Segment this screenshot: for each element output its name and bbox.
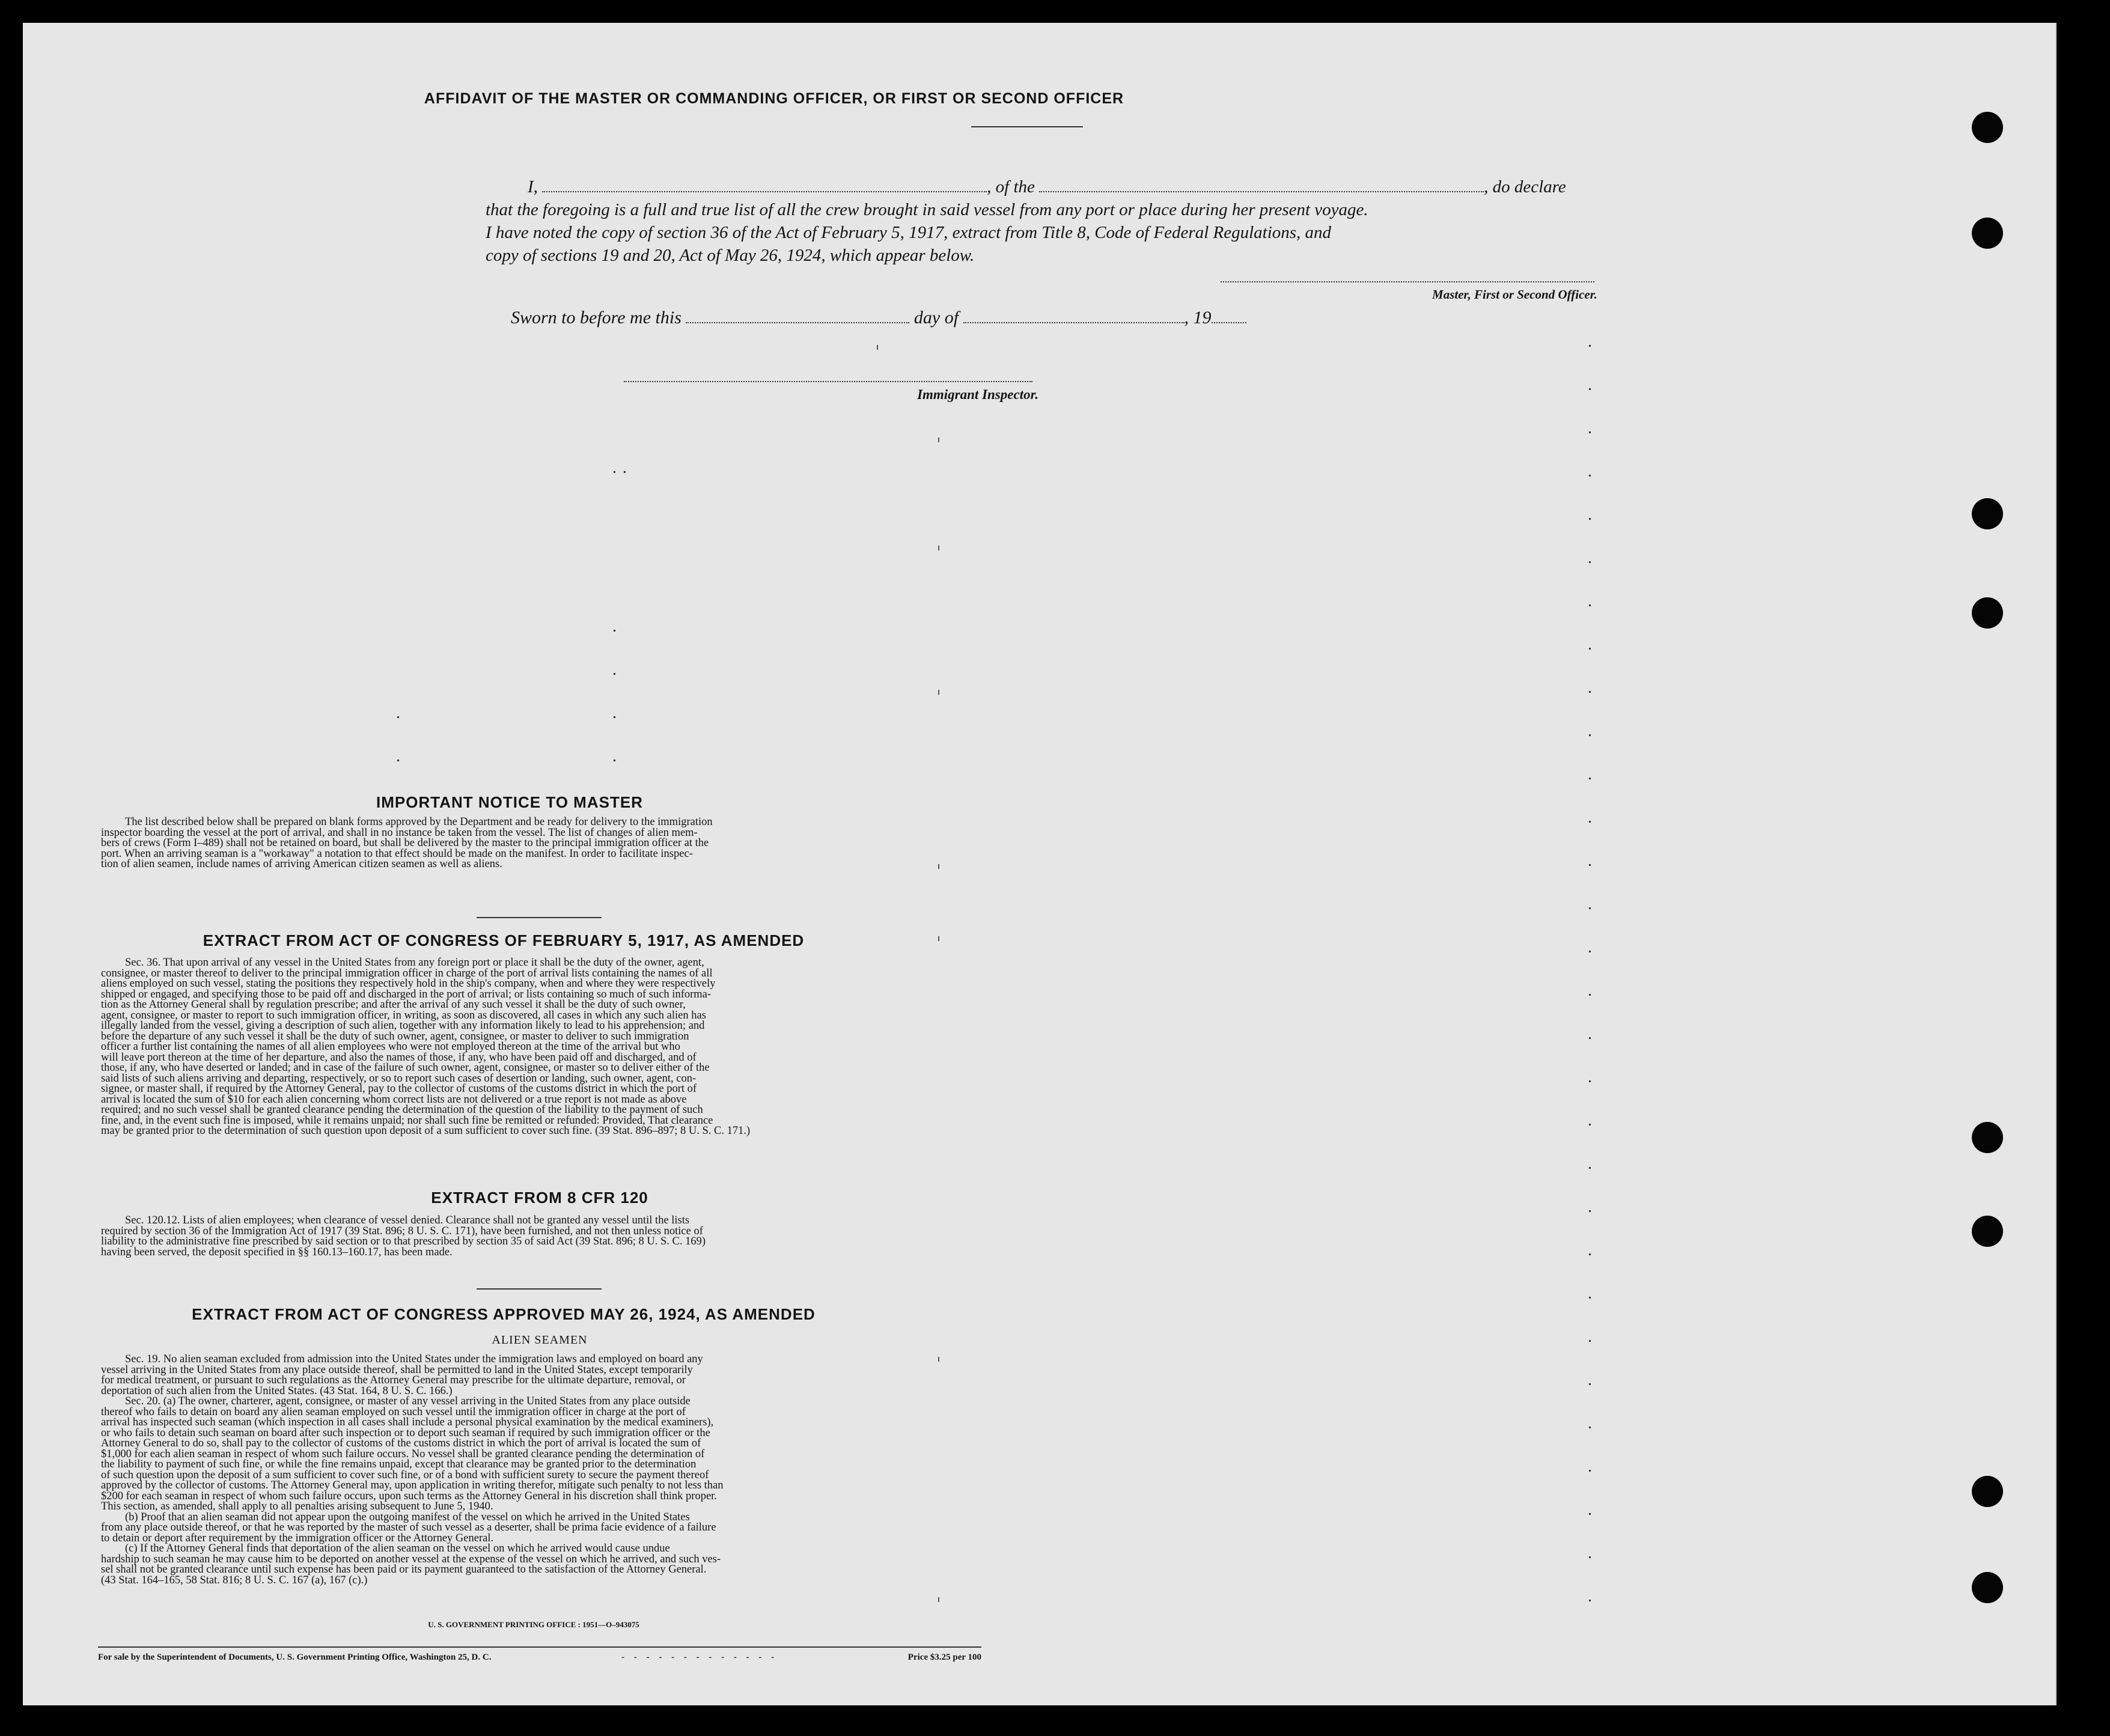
sale-notice: For sale by the Superintendent of Documents, U. S. Government Printing Office, Washington 25, D. C. bbox=[98, 1652, 492, 1662]
declaration-line-1 bbox=[486, 175, 1621, 198]
cfr-line: Sec. 120.12. Lists of alien employees; when clearance of vessel denied. Clearance shall not be granted any vessel until the lists bbox=[125, 1214, 690, 1226]
printer-imprint: U. S. GOVERNMENT PRINTING OFFICE : 1951—O–943075 bbox=[428, 1620, 639, 1629]
inspector-caption: Immigrant Inspector. bbox=[917, 387, 1038, 402]
binder-hole bbox=[1972, 1476, 2003, 1507]
extract-1924-line: to detain or deport after requirement by the immigration officer or the Attorney General. bbox=[101, 1532, 494, 1544]
binder-hole bbox=[1972, 1216, 2003, 1247]
extract-1924-line: or who fails to detain such seaman on board after such inspection or to deport such seaman if required by such immigration officer or the bbox=[101, 1427, 710, 1439]
extract-1924-line: deportation of such alien from the United States. (43 Stat. 164, 8 U. S. C. 166.) bbox=[101, 1384, 453, 1397]
extract-1924-line: Attorney General to do so, shall pay to the collector of customs of the customs district in which the port of arrival is located the sum of bbox=[101, 1437, 701, 1449]
declarant-name-field[interactable] bbox=[542, 179, 987, 192]
notice-line: The list described below shall be prepared on blank forms approved by the Department and be ready for delivery to the immigration bbox=[125, 816, 713, 828]
extract-1917-line: signee, or master shall, if required by the Attorney General, pay to the collector of customs of the customs district in which the port of bbox=[101, 1083, 697, 1095]
notice-title: IMPORTANT NOTICE TO MASTER bbox=[376, 793, 643, 811]
notice-line: inspector boarding the vessel at the port of arrival, and shall in no instance be taken from the vessel. The list of changes of alien mem- bbox=[101, 826, 698, 839]
inspector-signature-field[interactable] bbox=[624, 381, 1032, 382]
binder-hole bbox=[1972, 112, 2003, 143]
title-rule bbox=[971, 126, 1083, 127]
sworn-day-field[interactable] bbox=[686, 310, 909, 323]
binder-hole bbox=[1972, 1122, 2003, 1153]
section-rule bbox=[477, 917, 602, 918]
price-notice: Price $3.25 per 100 bbox=[907, 1652, 981, 1662]
cfr-line: required by section 36 of the Immigration Act of 1917 (39 Stat. 896; 8 U. S. C. 171), have been furnished, and not then unless notice of bbox=[101, 1225, 703, 1237]
sworn-prefix: Sworn to before me this bbox=[511, 308, 681, 327]
binder-hole bbox=[1972, 218, 2003, 249]
day-of-label: day of bbox=[913, 308, 959, 327]
vessel-name-field[interactable] bbox=[1039, 179, 1484, 192]
footer-dashes: - - - - - - - - - - - - - bbox=[621, 1652, 778, 1662]
extract-1924-line: of such question upon the deposit of a sum sufficient to cover such fine, or of a bond with sufficient surety to secure the payment thereof bbox=[101, 1469, 709, 1481]
cfr-line: having been served, the deposit specified in §§ 160.13–160.17, has been made. bbox=[101, 1246, 453, 1258]
extract-1917-line: illegally landed from the vessel, giving a description of such alien, together with any information likely to lead to his apprehension; and bbox=[101, 1020, 705, 1032]
cfr-text bbox=[101, 1216, 990, 1258]
extract-1917-line: required; and no such vessel shall be granted clearance pending the determination of the question of the liability to the payment of such bbox=[101, 1104, 703, 1116]
extract-1917-line: fine, and, in the event such fine is imposed, while it remains unpaid; nor shall such fine be remitted or refunded: Provided, That clearance bbox=[101, 1114, 713, 1127]
extract-1917-line: officer a further list containing the names of all alien employees who were not employed thereon at the time of the arrival but who bbox=[101, 1041, 680, 1053]
extract-1924-line: hardship to such seaman he may cause him to be deported on another vessel at the expense of the vessel on which he arrived, and such ves- bbox=[101, 1553, 721, 1565]
extract-1917-line: shipped or engaged, and specifying those to be paid off and discharged in the port of arrival; or lists containing so much of such informa- bbox=[101, 988, 712, 1000]
do-declare-label: , do declare bbox=[1484, 177, 1566, 196]
extract-1917-text bbox=[101, 958, 990, 1137]
of-the-label: , of the bbox=[987, 177, 1035, 196]
extract-1924-line: for medical treatment, or pursuant to such regulations as the Attorney General may prescribe for the ultimate departure, removal, or bbox=[101, 1374, 686, 1386]
extract-1917-line: those, if any, who have deserted or landed; and in case of the failure of such owner, agent, consignee, or master so to deliver either of the bbox=[101, 1062, 710, 1074]
master-signature-field[interactable] bbox=[1221, 281, 1594, 282]
sworn-line bbox=[511, 308, 1246, 328]
cfr-line: liability to the administrative fine prescribed by said section or to that prescribed by section 35 of said Act (39 Stat. 896; 8 U. S. C. 169) bbox=[101, 1235, 706, 1247]
extract-1924-line: from any place outside thereof, or that he was reported by the master of such vessel as a deserter, shall be prima facie evidence of a failure bbox=[101, 1521, 716, 1533]
declaration-line-3: I have noted the copy of section 36 of the Act of February 5, 1917, extract from Title 8, Code of Federal Regulations, and bbox=[486, 223, 1332, 242]
footer-rule bbox=[98, 1646, 981, 1648]
extract-1924-line: $200 for each seaman in respect of whom such failure occurs, upon such terms as the Attorney General in his discretion shall think proper. bbox=[101, 1490, 717, 1502]
extract-1917-line: consignee, or master thereof to deliver to the principal immigration officer in charge of the port of arrival lists containing the names of all bbox=[101, 967, 713, 979]
extract-1924-line: (b) Proof that an alien seaman did not appear upon the outgoing manifest of the vessel on which he arrived in the United States bbox=[125, 1511, 690, 1523]
extract-1924-line: This section, as amended, shall apply to all penalties arising subsequent to June 5, 1940. bbox=[101, 1500, 493, 1512]
extract-1917-line: will leave port thereon at the time of her departure, and also the names of those, if any, who have been paid off and discharged, and of bbox=[101, 1051, 697, 1064]
extract-1917-line: may be granted prior to the determination of such question upon deposit of a sum sufficient to cover such fine. (39 Stat. 896–897; 8 U. S. C. 171.) bbox=[101, 1125, 751, 1137]
extract-1917-line: agent, consignee, or master to report to such immigration officer, in writing, as soon as discovered, all cases in which any such alien has bbox=[101, 1009, 706, 1022]
extract-1924-line: arrival has inspected such seaman (which inspection in all cases shall include a personal physical examination by the medical examiners), bbox=[101, 1416, 714, 1428]
declaration-block bbox=[486, 175, 1621, 267]
extract-1917-line: said lists of such aliens arriving and departing, respectively, or so to report such cases of desertion or landing, such owner, agent, con- bbox=[101, 1072, 697, 1085]
extract-1924-line: vessel arriving in the United States from any place outside thereof, shall be permitted to land in the United States, except temporarily bbox=[101, 1363, 693, 1376]
extract-1917-line: tion as the Attorney General shall by regulation prescribe; and after the arrival of any such vessel it shall be the duty of such owner, bbox=[101, 999, 686, 1011]
extract-1924-subtitle: ALIEN SEAMEN bbox=[492, 1333, 588, 1347]
binder-hole bbox=[1972, 1572, 2003, 1603]
section-rule bbox=[477, 1288, 602, 1290]
notice-line: port. When an arriving seaman is a "workaway" a notation to that effect should be made on the manifest. In order to facilitate inspec- bbox=[101, 847, 693, 860]
year-prefix: , 19 bbox=[1184, 308, 1212, 327]
extract-1924-line: thereof who fails to detain on board any alien seaman employed on such vessel until the immigration officer in charge at the port of bbox=[101, 1406, 686, 1418]
declaration-line-2: that the foregoing is a full and true list of all the crew brought in said vessel from any port or place during her present voyage. bbox=[486, 200, 1368, 219]
extract-1924-text bbox=[101, 1354, 990, 1586]
extract-1924-title: EXTRACT FROM ACT OF CONGRESS APPROVED MAY 26, 1924, AS AMENDED bbox=[192, 1305, 816, 1323]
declarant-label: I, bbox=[528, 177, 538, 196]
declaration-line-4: copy of sections 19 and 20, Act of May 26, 1924, which appear below. bbox=[486, 246, 975, 265]
sworn-year-field[interactable] bbox=[1212, 310, 1246, 323]
sworn-month-field[interactable] bbox=[963, 310, 1185, 323]
notice-text bbox=[101, 817, 990, 870]
notice-line: tion of alien seamen, include names of arriving American citizen seamen as well as aliens. bbox=[101, 858, 502, 870]
extract-1924-line: sel shall not be granted clearance until such expense has been paid or its payment guaranteed to the satisfaction of the Attorney General. bbox=[101, 1564, 707, 1576]
document-sheet bbox=[23, 23, 2057, 1705]
extract-1917-title: EXTRACT FROM ACT OF CONGRESS OF FEBRUARY 5, 1917, AS AMENDED bbox=[203, 931, 805, 949]
cfr-title: EXTRACT FROM 8 CFR 120 bbox=[431, 1189, 648, 1207]
extract-1917-line: Sec. 36. That upon arrival of any vessel in the United States from any foreign port or place it shall be the duty of the owner, agent, bbox=[125, 957, 704, 969]
extract-1924-line: Sec. 19. No alien seaman excluded from admission into the United States under the immigration laws and employed on board any bbox=[125, 1353, 703, 1365]
extract-1924-line: the liability to payment of such fine, or while the fine remains unpaid, except that clearance may be granted prior to the determination bbox=[101, 1458, 697, 1470]
extract-1924-line: approved by the collector of customs. The Attorney General may, upon application in writing therefor, mitigate such penalty to not less than bbox=[101, 1479, 724, 1491]
extract-1924-line: $1,000 for each alien seaman in respect of whom such failure occurs. No vessel shall be granted clearance pending the determination of bbox=[101, 1448, 705, 1460]
footer-line bbox=[98, 1652, 981, 1663]
extract-1924-line: (c) If the Attorney General finds that deportation of the alien seaman on the vessel on which he arrived would cause undue bbox=[125, 1543, 670, 1555]
notice-line: bers of crews (Form I–489) shall not be retained on board, but shall be delivered by the master to the principal immigration officer at the bbox=[101, 837, 709, 849]
extract-1924-line: Sec. 20. (a) The owner, charterer, agent, consignee, or master of any vessel arriving in the United States from any place outside bbox=[125, 1395, 691, 1407]
affidavit-title: AFFIDAVIT OF THE MASTER OR COMMANDING OFFICER, OR FIRST OR SECOND OFFICER bbox=[424, 90, 1124, 107]
extract-1924-line: (43 Stat. 164–165, 58 Stat. 816; 8 U. S. C. 167 (a), 167 (c).) bbox=[101, 1574, 368, 1586]
extract-1917-line: before the departure of any such vessel it shall be the duty of such owner, agent, consignee, or master to deliver to such immigration bbox=[101, 1030, 689, 1043]
extract-1917-line: aliens employed on such vessel, stating the positions they respectively hold in the ship's company, when and where they were respectively bbox=[101, 978, 716, 990]
master-signature-caption: Master, First or Second Officer. bbox=[1432, 287, 1597, 302]
binder-hole bbox=[1972, 597, 2003, 629]
binder-hole bbox=[1972, 498, 2003, 529]
extract-1917-line: arrival is located the sum of $10 for each alien concerning whom correct lists are not delivered or a true report is not made as above bbox=[101, 1093, 687, 1106]
